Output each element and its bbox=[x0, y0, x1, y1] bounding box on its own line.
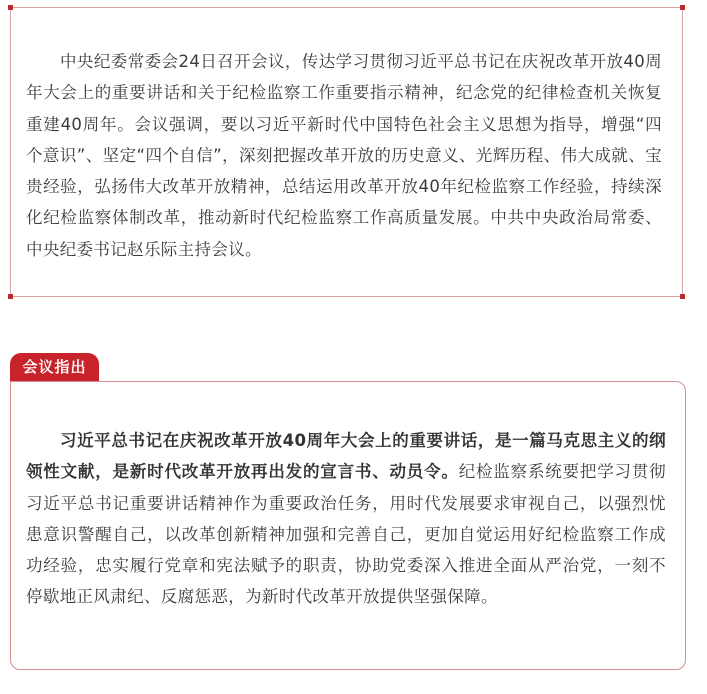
section-bold-lead: 习近平总书记在庆祝改革开放40周年大会上的重要讲话，是一篇马克思主义的纲领性文献，是新时代改革开放再出发的宣言书、动员令。 bbox=[26, 431, 666, 482]
section-body-text: 纪检监察系统要把学习贯彻习近平总书记重要讲话精神作为重要政治任务，用时代发展要求审视自己，以强烈忧患意识警醒自己，以改革创新精神加强和完善自己，更加自觉运用好纪检监察工作成功经验，忠实履行党章和宪法赋予的职责，协助党委深入推进全面从严治党，一刻不停歇地正风肃纪、反腐惩恶，为新时代改革开放提供坚强保障。 bbox=[26, 462, 667, 607]
corner-marker-top-right bbox=[680, 5, 685, 10]
corner-marker-bottom-left bbox=[8, 294, 13, 299]
section-paragraph bbox=[26, 425, 666, 613]
intro-paragraph: 中央纪委常委会24日召开会议，传达学习贯彻习近平总书记在庆祝改革开放40周年大会上的重要讲话和关于纪检监察工作重要指示精神，纪念党的纪律检查机关恢复重建40周年。会议强调，要以习近平新时代中国特色社会主义思想为指导，增强“四个意识”、坚定“四个自信”，深刻把握改革开放的历史意义、光辉历程、伟大成就、宝贵经验，弘扬伟大改革开放精神，总结运用改革开放40年纪检监察工作经验，持续深化纪检监察体制改革，推动新时代纪检监察工作高质量发展。中共中央政治局常委、中央纪委书记赵乐际主持会议。 bbox=[26, 52, 662, 259]
corner-marker-top-left bbox=[8, 5, 13, 10]
corner-marker-bottom-right bbox=[680, 294, 685, 299]
section-tag: 会议指出 bbox=[10, 353, 99, 382]
